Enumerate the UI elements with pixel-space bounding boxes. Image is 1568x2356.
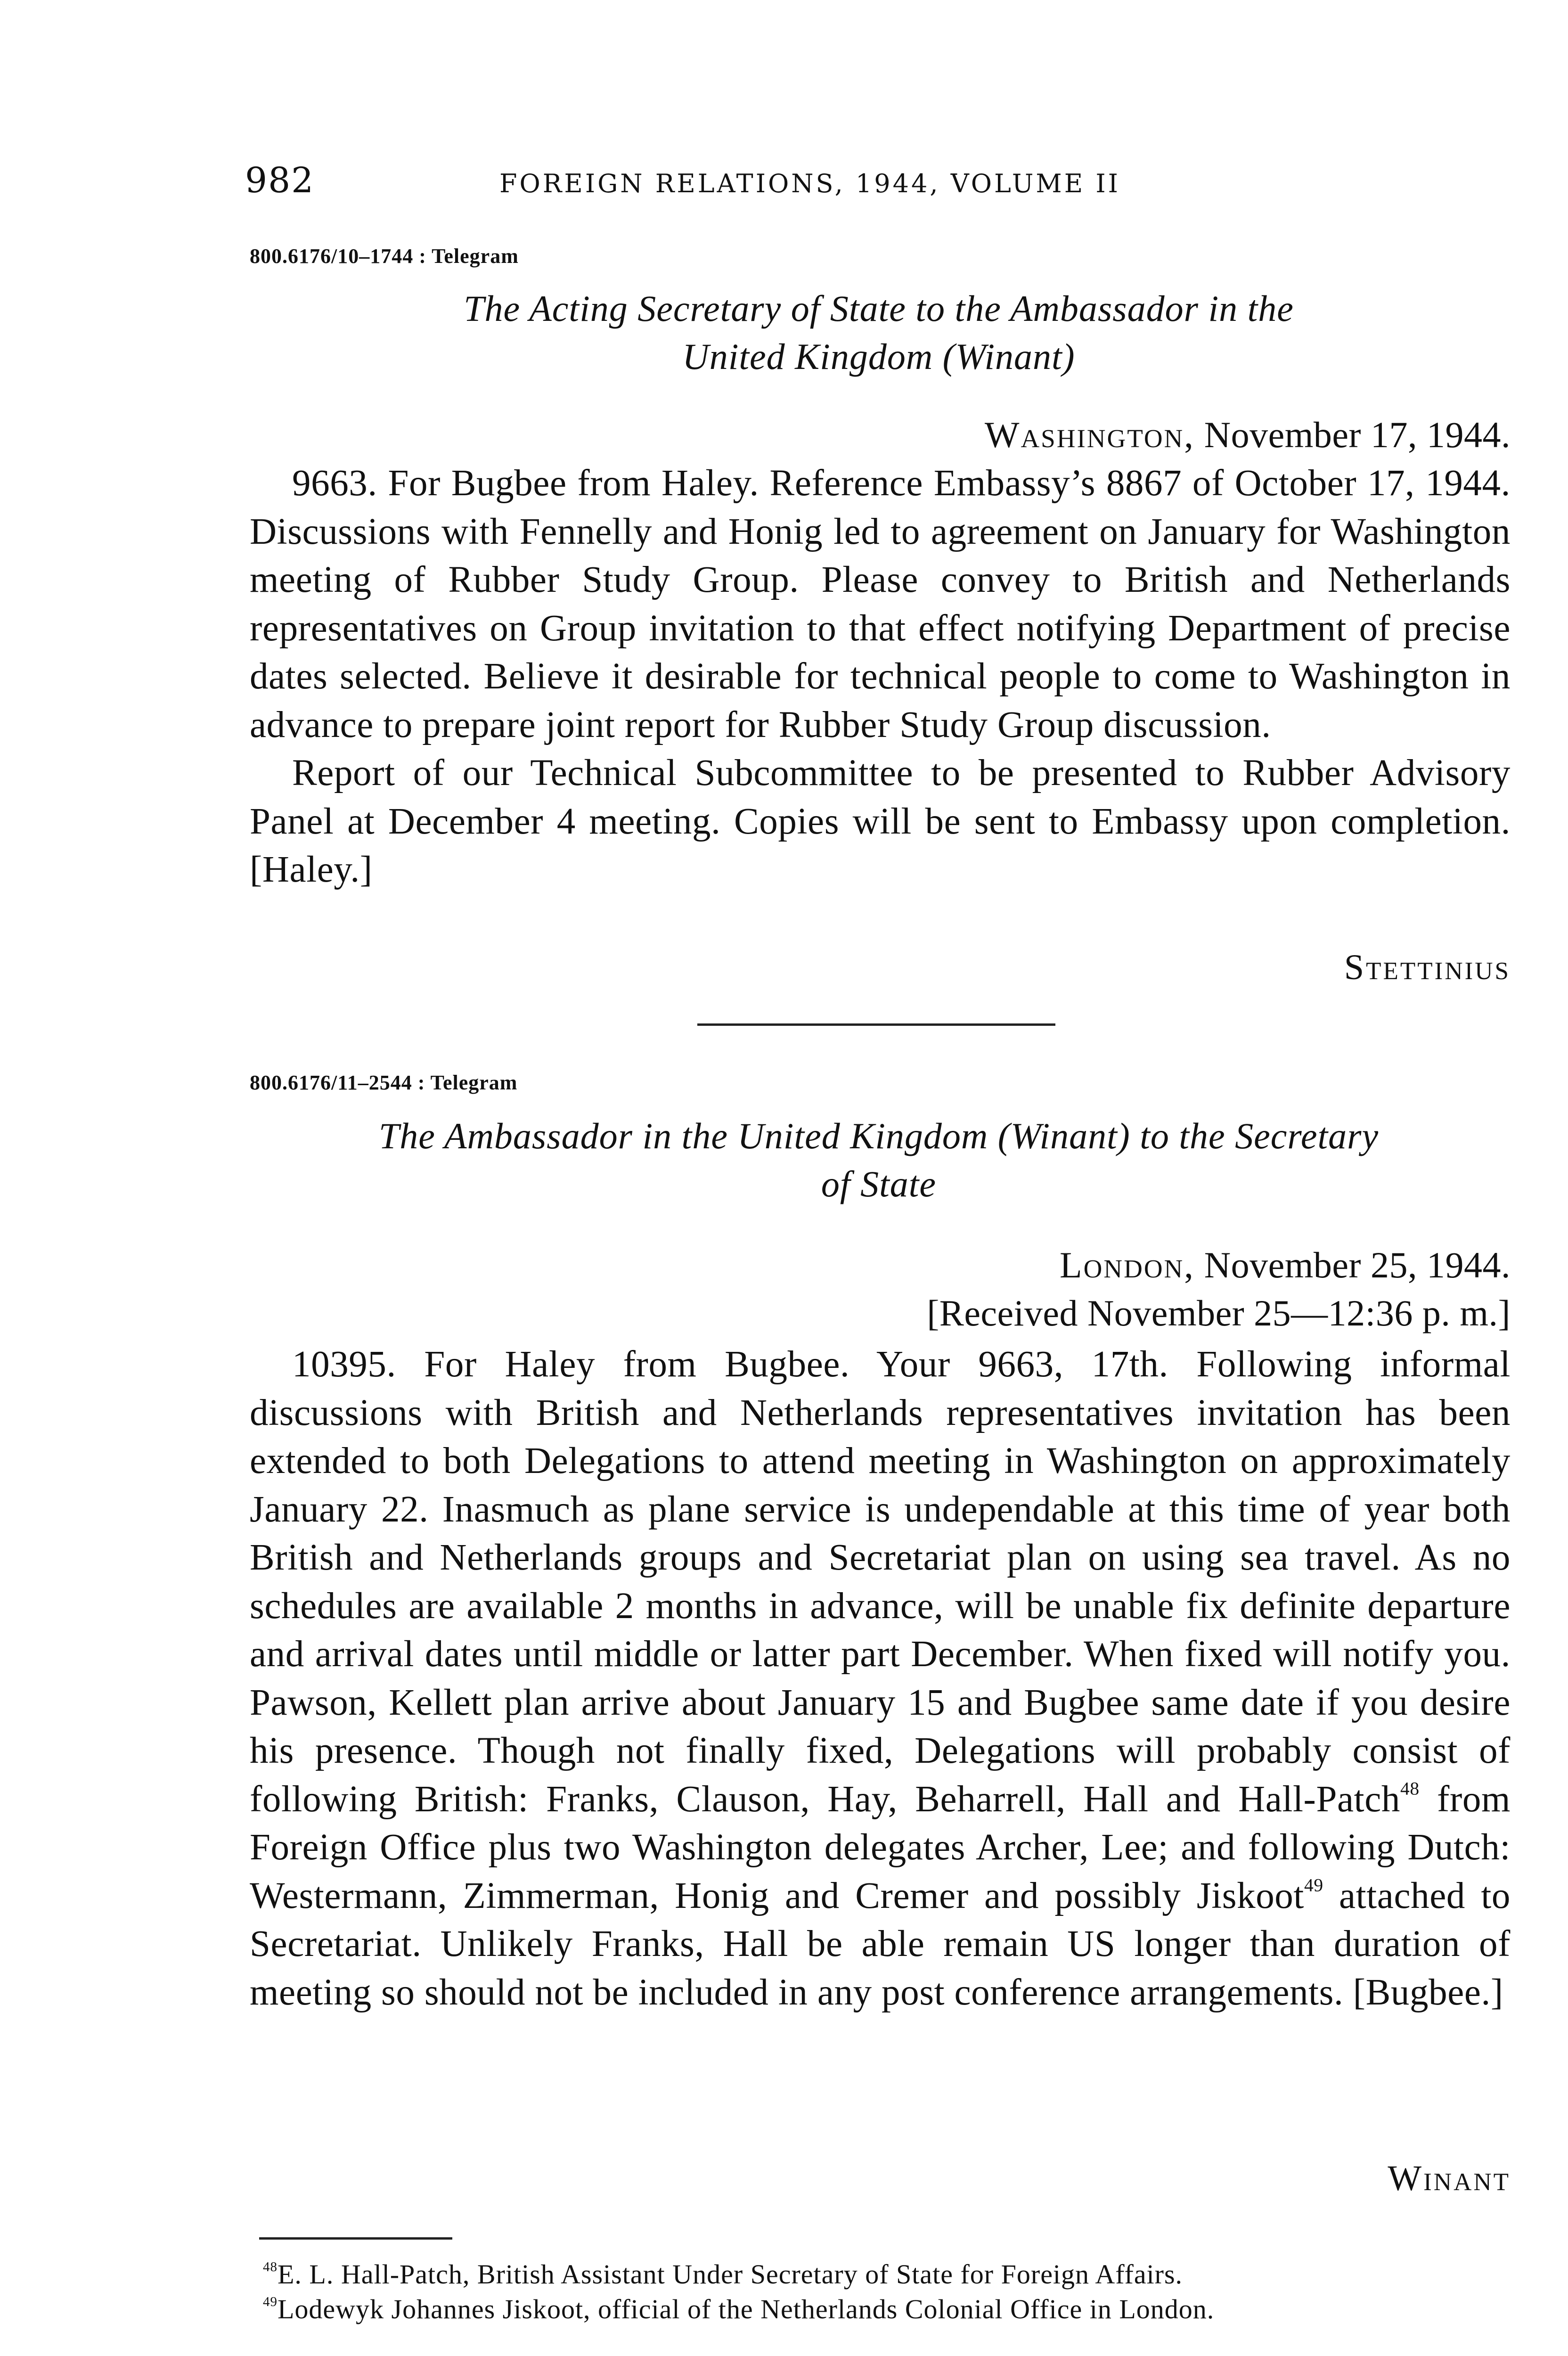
telegram-2-text-start: 10395. For Haley from Bugbee. Your 9663, 17th. Following informal discussions with British and Netherlands representatives invitation has been extended to both Delegations to attend meeting in Washington on approximately January 22. Inasmuch as plane service is undependable at this time of year both British and Netherlands groups and Secretariat plan on using sea travel. As no schedules are available 2 months in advance, will be unable fix definite departure and arrival dates until middle or latter part December. When fixed will notify you. Pawson, Kellett plan arrive about January 15 and Bugbee same date if you desire his presence. Though not finally fixed, Delegations will probably consist of following British: Franks, Clauson, Hay, Beharrell, Hall and Hall-Patch: [250, 1344, 1511, 1820]
running-head: FOREIGN RELATIONS, 1944, VOLUME II: [499, 169, 1120, 198]
telegram-body-2: [250, 1341, 1511, 2017]
file-reference-1: 800.6176/10–1744 : Telegram: [250, 245, 519, 268]
document-title-1-line-2: United Kingdom (Winant): [682, 336, 1075, 377]
footnote-49: [250, 2292, 1512, 2327]
page-header: [245, 160, 1508, 217]
footnote-48: [250, 2257, 1512, 2292]
telegram-2-text-middle: from Foreign Office plus two Washington delegates Archer, Lee; and following Dutch: Westermann, Zimmerman, Honig and Cremer and possibly Jiskoot: [250, 1778, 1511, 1916]
telegram-1-paragraph-1: 9663. For Bugbee from Haley. Reference Embassy’s 8867 of October 17, 1944. Discussions with Fennelly and Honig led to agreement on January for Washington meeting of Rubber Study Group. Please convey to British and Netherlands representatives on Group invitation to that effect notifying Department of precise dates selected. Believe it desirable for technical people to come to Washington in advance to prepare joint report for Rubber Study Group discussion.: [250, 463, 1511, 745]
dateline-1: [985, 414, 1511, 456]
document-title-2-line-2: of State: [821, 1163, 937, 1204]
telegram-body-1: [250, 459, 1511, 894]
dateline-2: [1060, 1244, 1511, 1286]
telegram-2-paragraph: [250, 1341, 1511, 2017]
footnote-ref-49: 49: [1304, 1874, 1323, 1895]
document-title-1-line-1: The Acting Secretary of State to the Ambassador in the: [464, 288, 1294, 329]
footnote-ref-48: 48: [1400, 1777, 1420, 1799]
dateline-2-date: November 25, 1944.: [1204, 1244, 1511, 1285]
telegram-1-paragraph-2: Report of our Technical Subcommittee to be presented to Rubber Advisory Panel at December 4 meeting. Copies will be sent to Embassy upon completion. [Haley.]: [250, 753, 1511, 890]
document-title-1: [245, 285, 1512, 381]
footnote-48-mark: 48: [263, 2259, 278, 2274]
file-reference-2: 800.6176/11–2544 : Telegram: [250, 1071, 518, 1094]
signature-2: Winant: [1388, 2159, 1511, 2198]
footnote-48-text: E. L. Hall-Patch, British Assistant Under Secretary of State for Foreign Affairs.: [278, 2259, 1183, 2290]
footnotes: [250, 2257, 1512, 2327]
document-title-2-line-1: The Ambassador in the United Kingdom (Winant) to the Secretary: [378, 1115, 1379, 1156]
footnote-49-mark: 49: [263, 2294, 278, 2309]
dateline-1-date: November 17, 1944.: [1204, 414, 1511, 455]
received-line: [Received November 25—12:36 p. m.]: [927, 1293, 1511, 1333]
signature-1: Stettinius: [1344, 948, 1511, 987]
page-number: 982: [245, 160, 315, 201]
section-divider: [697, 1023, 1055, 1026]
footnote-49-text: Lodewyk Johannes Jiskoot, official of the Netherlands Colonial Office in London.: [278, 2294, 1215, 2324]
footnote-rule: [259, 2237, 452, 2240]
telegram-2-text-end: attached to Secretariat. Unlikely Franks, Hall be able remain US longer than duration of meeting so should not be included in any post conference arrangements. [Bugbee.]: [250, 1875, 1511, 2013]
document-title-2: [245, 1112, 1512, 1208]
dateline-1-place: Washington,: [984, 414, 1195, 455]
dateline-2-place: London,: [1060, 1244, 1195, 1285]
